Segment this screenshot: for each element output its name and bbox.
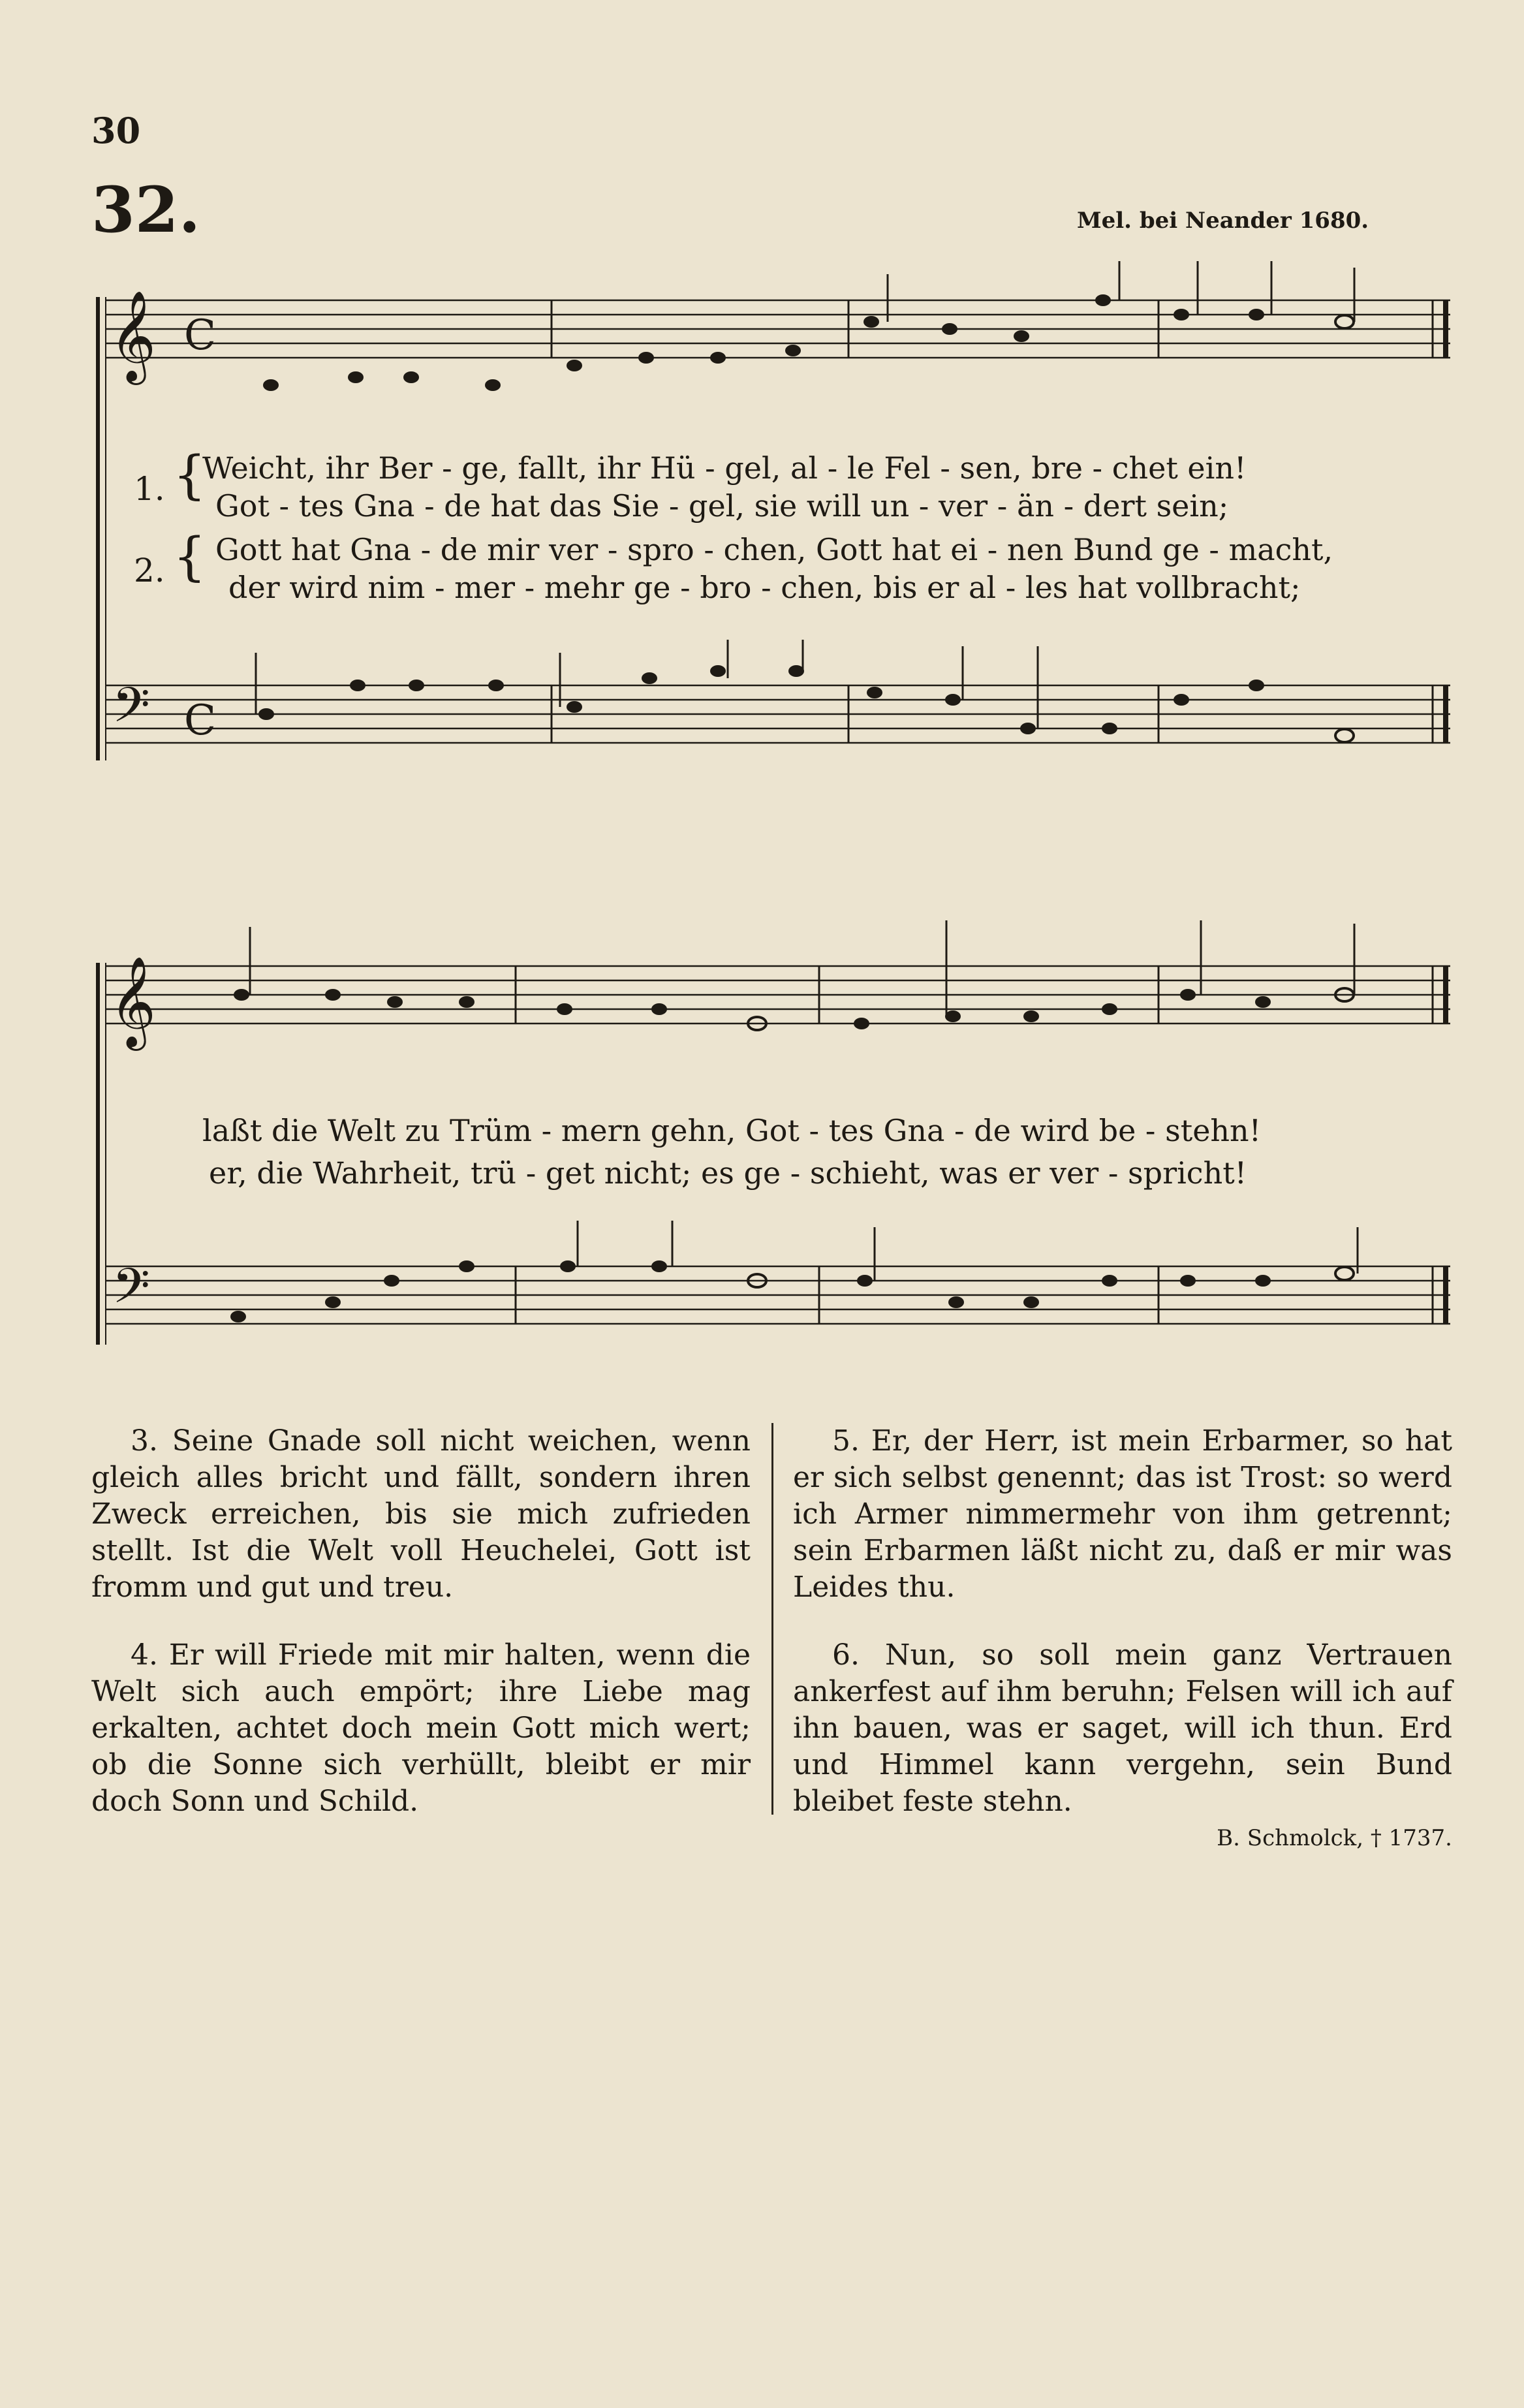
melody-attribution: Mel. bei Neander 1680. [1077,208,1369,234]
hymn-number: 32. [91,173,201,247]
brace-verse-2: { [173,526,206,587]
svg-text:C: C [184,696,216,745]
svg-text:C: C [184,311,216,360]
verses-right-column [793,1423,1452,1856]
column-divider [771,1423,773,1815]
lyric-v1-line2: Got - tes Gna - de hat das Sie - gel, sie will un - ver - än - dert sein; [215,488,1229,524]
svg-text:𝄢: 𝄢 [112,1258,150,1326]
lyric-v1-line1: Weicht, ihr Ber - ge, fallt, ihr Hü - gel, al - le Fel - sen, bre - chet ein! [202,450,1247,486]
lyric-v2-line1: Gott hat Gna - de mir ver - spro - chen, Gott hat ei - nen Bund ge - macht, [215,532,1333,567]
verse-number-2: 2. [134,552,165,589]
brace-verse-1: { [173,445,206,505]
svg-text:𝄞: 𝄞 [110,956,156,1047]
notes-system1-bass [258,665,1354,742]
author-credit: B. Schmolck, † 1737. [1217,1825,1452,1851]
lyric-s2-line2: er, die Wahrheit, trü - get nicht; es ge - schieht, was er ver - spricht! [209,1155,1247,1191]
verse-number-1: 1. [134,470,165,508]
verse-5: 5. Er, der Herr, ist mein Erbarmer, so hat er sich selbst genennt; das ist Trost: so werd ich Armer nimmermehr von ihm getrennt; sein Erbarmen läßt nicht zu, daß er mir was Leides thu. [793,1424,1452,1604]
notes-system2-bass [230,1260,1354,1322]
bass-clef-icon: 𝄢 [112,677,150,745]
treble-clef-icon: 𝄞 [110,290,156,381]
page-number: 30 [91,110,141,151]
lyric-v2-line2: der wird nim - mer - mehr ge - bro - chen, bis er al - les hat vollbracht; [228,570,1301,605]
verse-6: 6. Nun, so soll mein ganz Vertrauen ankerfest auf ihm beruhn; Felsen will ich auf ihn bauen, was er saget, will ich thun. Erd und Himmel kann vergehn, sein Bund bleibet feste stehn. [793,1638,1452,1818]
verse-3: 3. Seine Gnade soll nicht weichen, wenn gleich alles bricht und fällt, sondern ihren Zweck erreichen, bis sie mich zufrieden stellt. Ist die Welt voll Heuchelei, Gott ist fromm und gut und treu. [91,1424,751,1604]
lyric-s2-line1: laßt die Welt zu Trüm - mern gehn, Got - tes Gna - de wird be - stehn! [202,1113,1262,1148]
verses-left-column [91,1423,751,1851]
verse-4: 4. Er will Friede mit mir halten, wenn die Welt sich auch empört; ihre Liebe mag erkalten, achtet doch mein Gott mich wert; ob die Sonne sich verhüllt, bleibt er mir doch Sonn und Schild. [91,1638,751,1818]
